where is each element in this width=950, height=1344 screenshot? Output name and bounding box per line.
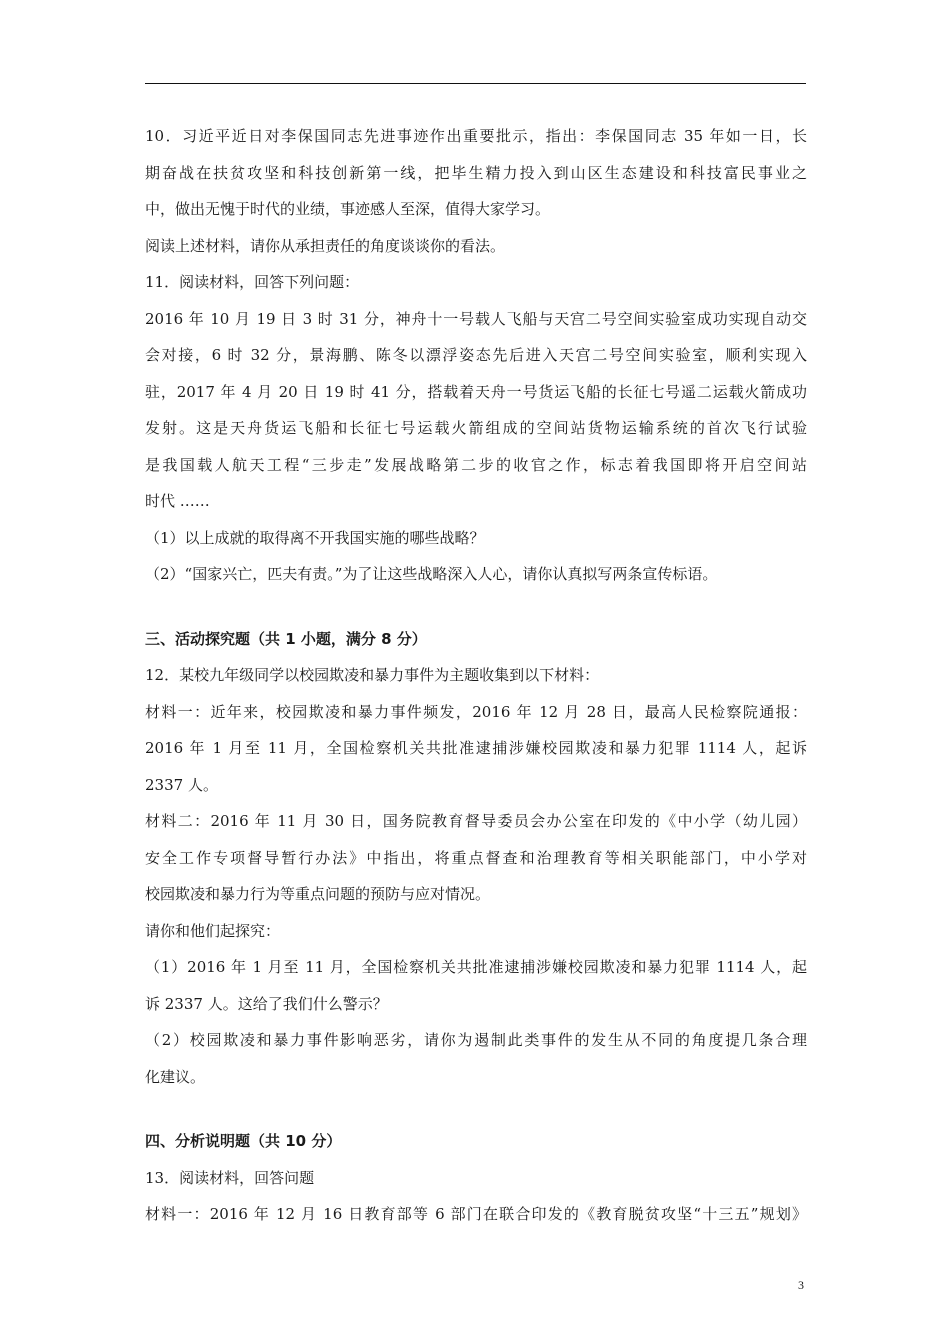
text-line: 12．某校九年级同学以校园欺凌和暴力事件为主题收集到以下材料：	[145, 666, 600, 684]
text-line: 驻，2017 年 4 月 20 日 19 时 41 分，搭载着天舟一号货运飞船的长征七号遥二运载火箭成功	[145, 382, 807, 401]
question-11	[145, 264, 807, 593]
section-heading-3: 三、活动探究题（共 1 小题，满分 8 分）	[145, 629, 427, 648]
text-line: 13．阅读材料，回答问题	[145, 1168, 315, 1187]
text-line: （2）“国家兴亡，匹夫有责。”为了让这些战略深入人心，请你认真拟写两条宣传标语。	[145, 565, 718, 583]
text-line: 期奋战在扶贫攻坚和科技创新第一线，把毕生精力投入到山区生态建设和科技富民事业之	[145, 163, 807, 182]
text-line: 材料一：近年来，校园欺凌和暴力事件频发，2016 年 12 月 28 日，最高人民检察院通报：	[145, 702, 807, 721]
section-gap	[145, 1095, 807, 1123]
header-rule	[145, 83, 806, 84]
text-line: 2016 年 1 月至 11 月，全国检察机关共批准逮捕涉嫌校园欺凌和暴力犯罪 1114 人，起诉	[145, 739, 807, 757]
text-line: 请你和他们起探究：	[145, 921, 281, 940]
text-line: 校园欺凌和暴力行为等重点问题的预防与应对情况。	[145, 885, 491, 903]
text-line: 安全工作专项督导暂行办法》中指出，将重点督查和治理教育等相关职能部门，中小学对	[145, 848, 807, 867]
section-heading-4: 四、分析说明题（共 10 分）	[145, 1132, 342, 1150]
page-number: 3	[798, 1278, 804, 1292]
text-line: 2337 人。	[145, 775, 218, 794]
text-line: 材料一：2016 年 12 月 16 日教育部等 6 部门在联合印发的《教育脱贫攻坚“十三五”规划》	[145, 1205, 807, 1223]
text-line: （1）2016 年 1 月至 11 月，全国检察机关共批准逮捕涉嫌校园欺凌和暴力犯罪 1114 人，起	[145, 958, 807, 976]
text-line: 会对接，6 时 32 分，景海鹏、陈冬以漂浮姿态先后进入天宫二号空间实验室，顺利实现入	[145, 346, 807, 364]
text-line: 阅读上述材料，请你从承担责任的角度谈谈你的看法。	[145, 236, 506, 255]
question-13	[145, 1160, 807, 1233]
text-line: 中，做出无愧于时代的业绩，事迹感人至深，值得大家学习。	[145, 200, 551, 218]
text-line: 发射。这是天舟货运飞船和长征七号运载火箭组成的空间站货物运输系统的首次飞行试验	[145, 419, 807, 437]
section-gap	[145, 593, 807, 621]
text-line: 时代 ……	[145, 492, 210, 510]
text-line: 是我国载人航天工程“三步走”发展战略第二步的收官之作，标志着我国即将开启空间站	[145, 455, 807, 474]
text-line: 材料二：2016 年 11 月 30 日，国务院教育督导委员会办公室在印发的《中小学（幼儿园）	[145, 812, 807, 830]
document-body	[145, 118, 807, 1233]
text-line: 10．习近平近日对李保国同志先进事迹作出重要批示，指出：李保国同志 35 年如一日，长	[145, 127, 807, 145]
text-line: （1）以上成就的取得离不开我国实施的哪些战略？	[145, 528, 485, 547]
question-10	[145, 118, 807, 264]
text-line: （2）校园欺凌和暴力事件影响恶劣，请你为遏制此类事件的发生从不同的角度提几条合理	[145, 1031, 807, 1049]
text-line: 2016 年 10 月 19 日 3 时 31 分，神舟十一号载人飞船与天宫二号空间实验室成功实现自动交	[145, 309, 807, 328]
text-line: 化建议。	[145, 1067, 206, 1086]
text-line: 诉 2337 人。这给了我们什么警示？	[145, 994, 388, 1013]
text-line: 11．阅读材料，回答下列问题：	[145, 273, 360, 291]
question-12	[145, 657, 807, 1095]
